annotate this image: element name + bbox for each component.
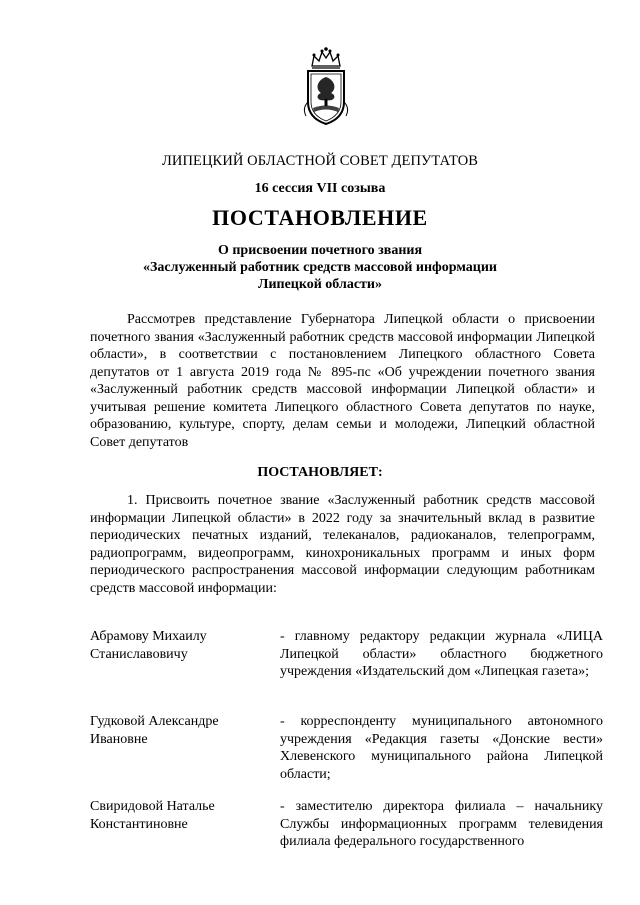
recipient-surname-given: Абрамову Михаилу	[90, 629, 207, 644]
subject-line-3: Липецкой области»	[258, 277, 382, 292]
recipient-name	[90, 798, 270, 833]
recipient-surname-given: Гудковой Александре	[90, 714, 219, 729]
resolves-heading: ПОСТАНОВЛЯЕТ:	[257, 465, 383, 480]
recipient-name	[90, 713, 270, 748]
preamble-paragraph: Рассмотрев представление Губернатора Липецкой области о присвоении почетного звания «Заслуженный работник средств массовой информации Липецкой области», в соответствии с постановлением Липецкого областного Совета депутатов от 1 августа 2019 года № 895-пс «Об учреждении почетного звания «Заслуженный работник средств массовой информации Липецкой области» и учитывая решение комитета Липецкого областного Совета депутатов по науке, образованию, культуре, спорту, делам семьи и молодежи, Липецкий областной Совет депутатов	[90, 312, 595, 450]
recipient-surname-given: Свиридовой Наталье	[90, 799, 215, 814]
subject-line-1: О присвоении почетного звания	[217, 243, 423, 258]
recipient-patronymic: Ивановне	[90, 731, 148, 747]
subject-line-2: «Заслуженный работник средств массовой информации	[143, 260, 497, 275]
recipient-position: - главному редактору редакции журнала «ЛИЦА Липецкой области» областного бюджетного учреждения «Издательский дом «Липецкая газета»;	[280, 629, 603, 679]
resolution-subject	[0, 242, 640, 293]
document-type-title: ПОСТАНОВЛЕНИЕ	[212, 205, 428, 230]
recipient-position: - корреспонденту муниципального автономного учреждения «Редакция газеты «Донские вести» Хлевенского муниципального района Липецкой области;	[280, 714, 603, 782]
session-line: 16 сессия VII созыва	[254, 181, 386, 196]
recipient-position: - заместителю директора филиала – начальнику Службы информационных программ телевидения филиала федерального государственного	[280, 799, 603, 849]
council-name: ЛИПЕЦКИЙ ОБЛАСТНОЙ СОВЕТ ДЕПУТАТОВ	[161, 153, 479, 169]
recipient-patronymic: Константиновне	[90, 816, 188, 832]
coat-of-arms-emblem	[300, 44, 352, 130]
clause-1-paragraph: 1. Присвоить почетное звание «Заслуженный работник средств массовой информации Липецкой области» в 2022 году за значительный вклад в развитие периодических печатных изданий, телеканалов, радиоканалов, телепрограмм, радиопрограмм, видеопрограмм, кинохроникальных программ и иных форм периодического распространения массовой информации следующим работникам средств массовой информации:	[90, 493, 595, 596]
recipient-patronymic: Станиславовичу	[90, 646, 188, 662]
recipient-name	[90, 628, 270, 663]
